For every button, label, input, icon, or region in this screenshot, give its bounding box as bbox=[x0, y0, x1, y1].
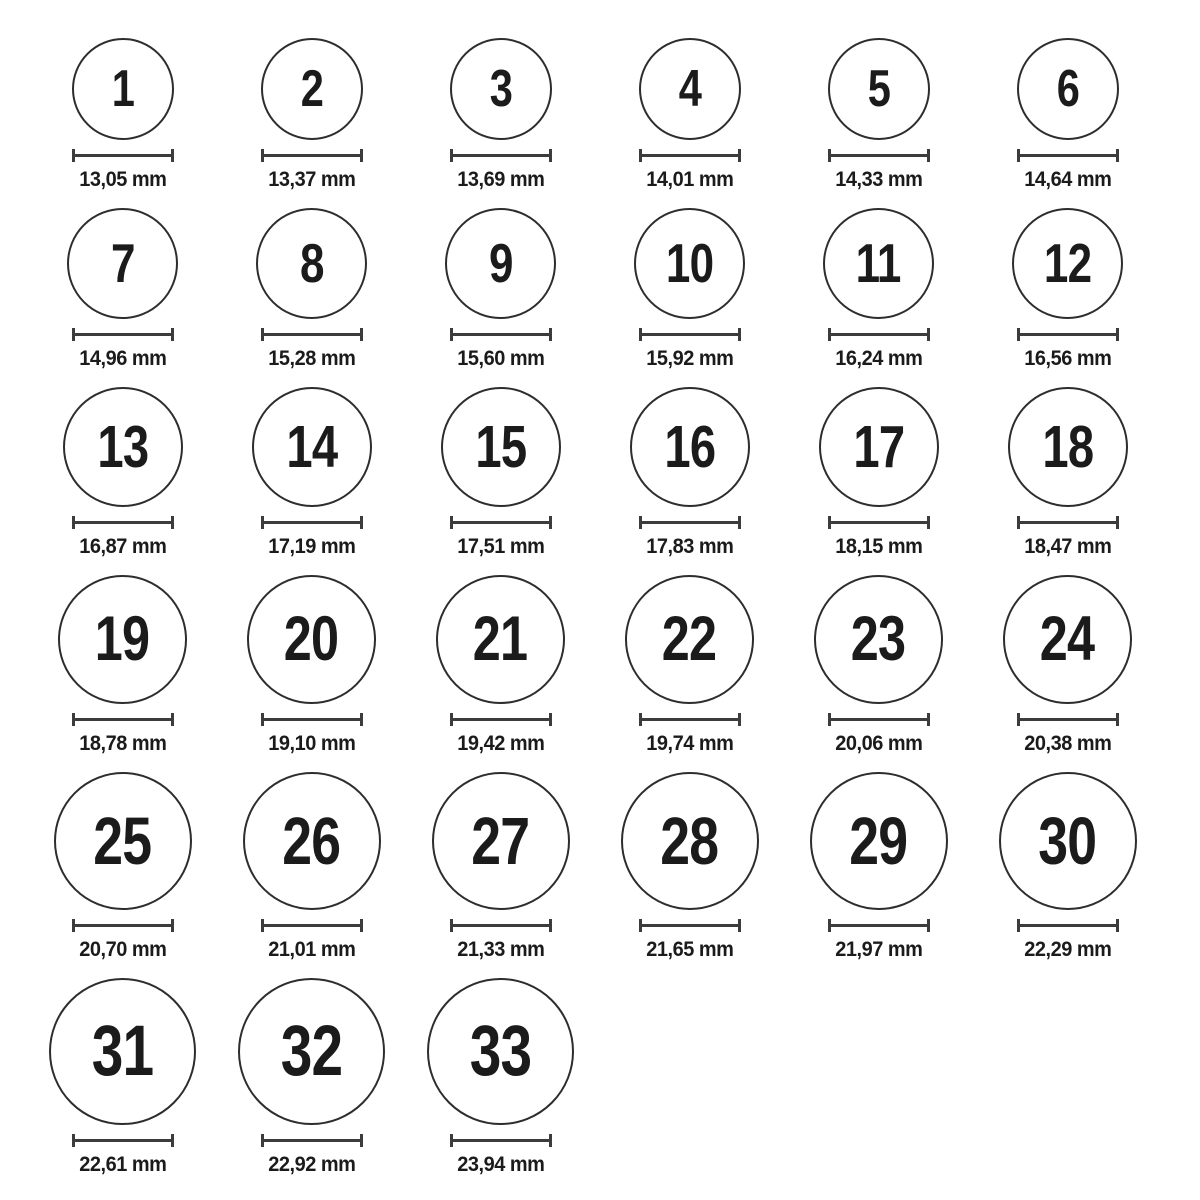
diameter-label: 21,97 mm bbox=[834, 938, 923, 961]
measure-bar bbox=[72, 521, 174, 524]
diameter-measure-line bbox=[72, 516, 174, 529]
ring-size-number: 10 bbox=[665, 232, 714, 294]
diameter-measure-line bbox=[261, 919, 363, 932]
measure-bar bbox=[450, 521, 552, 524]
diameter-measure-line bbox=[450, 328, 552, 341]
measure-tick-right bbox=[171, 919, 174, 932]
measure-bar bbox=[1017, 333, 1119, 336]
diameter-label: 17,19 mm bbox=[267, 535, 356, 558]
diameter-measure-line bbox=[828, 713, 930, 726]
ring-size-number: 30 bbox=[1038, 803, 1097, 879]
diameter-label: 13,69 mm bbox=[456, 168, 545, 191]
diameter-label: 19,10 mm bbox=[267, 732, 356, 755]
diameter-label: 19,42 mm bbox=[456, 732, 545, 755]
diameter-measure-line bbox=[450, 516, 552, 529]
ring-circle bbox=[243, 772, 381, 910]
measure-bar bbox=[72, 718, 174, 721]
ring-size-number: 31 bbox=[91, 1012, 154, 1091]
ring-size-cell bbox=[217, 387, 406, 560]
ring-size-cell bbox=[406, 387, 595, 560]
measure-tick-right bbox=[738, 149, 741, 162]
measure-tick-right bbox=[171, 328, 174, 341]
ring-size-number: 33 bbox=[469, 1012, 532, 1091]
measure-tick-right bbox=[549, 516, 552, 529]
ring-circle bbox=[441, 387, 561, 507]
diameter-measure-line bbox=[639, 516, 741, 529]
measure-tick-right bbox=[549, 919, 552, 932]
measure-bar bbox=[72, 154, 174, 157]
diameter-label: 14,96 mm bbox=[78, 347, 167, 370]
ring-size-cell bbox=[28, 387, 217, 560]
ring-circle bbox=[630, 387, 750, 507]
ring-size-number: 15 bbox=[475, 413, 526, 480]
ring-size-number: 21 bbox=[473, 604, 528, 674]
ring-size-number: 3 bbox=[489, 60, 512, 118]
measure-tick-right bbox=[1116, 149, 1119, 162]
ring-circle bbox=[238, 978, 385, 1125]
ring-circle bbox=[256, 208, 367, 319]
chart-row bbox=[28, 978, 1162, 1178]
measure-tick-right bbox=[171, 149, 174, 162]
diameter-label: 20,70 mm bbox=[78, 938, 167, 961]
measure-bar bbox=[828, 521, 930, 524]
ring-size-number: 6 bbox=[1056, 60, 1079, 118]
ring-circle bbox=[819, 387, 939, 507]
ring-size-cell bbox=[28, 978, 217, 1178]
measure-bar bbox=[1017, 718, 1119, 721]
diameter-measure-line bbox=[1017, 919, 1119, 932]
ring-circle bbox=[625, 575, 754, 704]
measure-tick-right bbox=[927, 713, 930, 726]
ring-circle bbox=[58, 575, 187, 704]
ring-circle bbox=[247, 575, 376, 704]
ring-size-number: 12 bbox=[1043, 232, 1092, 294]
diameter-measure-line bbox=[450, 149, 552, 162]
diameter-label: 19,74 mm bbox=[645, 732, 734, 755]
diameter-label: 18,47 mm bbox=[1023, 535, 1112, 558]
measure-bar bbox=[639, 718, 741, 721]
ring-size-cell bbox=[217, 38, 406, 193]
measure-bar bbox=[261, 924, 363, 927]
measure-bar bbox=[450, 718, 552, 721]
diameter-label: 20,38 mm bbox=[1023, 732, 1112, 755]
ring-size-cell bbox=[595, 387, 784, 560]
measure-bar bbox=[639, 154, 741, 157]
ring-size-number: 5 bbox=[867, 60, 890, 118]
ring-circle bbox=[261, 38, 363, 140]
diameter-label: 21,65 mm bbox=[645, 938, 734, 961]
ring-circle bbox=[436, 575, 565, 704]
ring-size-cell bbox=[973, 38, 1162, 193]
ring-size-cell bbox=[217, 772, 406, 963]
ring-size-number: 29 bbox=[849, 803, 908, 879]
ring-size-cell bbox=[973, 208, 1162, 372]
measure-tick-right bbox=[1116, 516, 1119, 529]
diameter-label: 15,28 mm bbox=[267, 347, 356, 370]
diameter-label: 16,24 mm bbox=[834, 347, 923, 370]
ring-circle bbox=[828, 38, 930, 140]
chart-row bbox=[28, 387, 1162, 560]
measure-tick-right bbox=[549, 1134, 552, 1147]
ring-size-cell bbox=[973, 387, 1162, 560]
diameter-measure-line bbox=[828, 149, 930, 162]
diameter-measure-line bbox=[261, 328, 363, 341]
diameter-label: 22,61 mm bbox=[78, 1153, 167, 1176]
measure-tick-right bbox=[171, 516, 174, 529]
ring-size-number: 27 bbox=[471, 803, 530, 879]
measure-bar bbox=[639, 521, 741, 524]
ring-size-number: 32 bbox=[280, 1012, 343, 1091]
diameter-measure-line bbox=[1017, 328, 1119, 341]
measure-tick-right bbox=[927, 149, 930, 162]
diameter-label: 16,56 mm bbox=[1023, 347, 1112, 370]
ring-size-cell bbox=[406, 208, 595, 372]
ring-size-cell bbox=[28, 38, 217, 193]
ring-circle bbox=[252, 387, 372, 507]
diameter-measure-line bbox=[1017, 149, 1119, 162]
ring-size-number: 20 bbox=[284, 604, 339, 674]
measure-tick-right bbox=[360, 328, 363, 341]
ring-size-cell bbox=[784, 38, 973, 193]
measure-tick-right bbox=[360, 919, 363, 932]
ring-size-cell bbox=[217, 978, 406, 1178]
ring-size-cell bbox=[28, 575, 217, 757]
measure-tick-right bbox=[1116, 713, 1119, 726]
measure-bar bbox=[639, 924, 741, 927]
ring-size-cell bbox=[973, 575, 1162, 757]
ring-size-number: 25 bbox=[93, 803, 152, 879]
ring-size-cell bbox=[406, 38, 595, 193]
ring-size-cell bbox=[784, 208, 973, 372]
diameter-label: 13,37 mm bbox=[267, 168, 356, 191]
diameter-measure-line bbox=[261, 149, 363, 162]
ring-size-number: 4 bbox=[678, 60, 701, 118]
ring-size-cell bbox=[217, 208, 406, 372]
diameter-label: 15,92 mm bbox=[645, 347, 734, 370]
ring-circle bbox=[639, 38, 741, 140]
diameter-label: 14,01 mm bbox=[645, 168, 734, 191]
diameter-measure-line bbox=[1017, 713, 1119, 726]
diameter-label: 15,60 mm bbox=[456, 347, 545, 370]
ring-size-cell bbox=[217, 575, 406, 757]
ring-circle bbox=[445, 208, 556, 319]
ring-circle bbox=[432, 772, 570, 910]
ring-size-cell bbox=[595, 38, 784, 193]
measure-tick-right bbox=[171, 713, 174, 726]
measure-tick-right bbox=[549, 328, 552, 341]
measure-tick-right bbox=[360, 149, 363, 162]
diameter-label: 14,64 mm bbox=[1023, 168, 1112, 191]
ring-size-cell bbox=[595, 772, 784, 963]
ring-size-number: 9 bbox=[488, 232, 513, 294]
ring-circle bbox=[63, 387, 183, 507]
ring-circle bbox=[1003, 575, 1132, 704]
chart-row bbox=[28, 575, 1162, 757]
measure-bar bbox=[450, 1139, 552, 1142]
diameter-label: 18,15 mm bbox=[834, 535, 923, 558]
measure-tick-right bbox=[738, 713, 741, 726]
diameter-label: 16,87 mm bbox=[78, 535, 167, 558]
measure-bar bbox=[261, 1139, 363, 1142]
ring-size-cell bbox=[28, 772, 217, 963]
measure-bar bbox=[639, 333, 741, 336]
measure-tick-right bbox=[927, 919, 930, 932]
ring-size-number: 14 bbox=[286, 413, 337, 480]
measure-tick-right bbox=[927, 516, 930, 529]
ring-size-cell bbox=[406, 772, 595, 963]
diameter-label: 22,29 mm bbox=[1023, 938, 1112, 961]
diameter-label: 18,78 mm bbox=[78, 732, 167, 755]
ring-size-number: 16 bbox=[664, 413, 715, 480]
ring-circle bbox=[67, 208, 178, 319]
diameter-measure-line bbox=[450, 919, 552, 932]
diameter-label: 21,33 mm bbox=[456, 938, 545, 961]
diameter-label: 23,94 mm bbox=[456, 1153, 545, 1176]
measure-bar bbox=[828, 718, 930, 721]
diameter-measure-line bbox=[450, 1134, 552, 1147]
ring-size-cell bbox=[595, 575, 784, 757]
diameter-measure-line bbox=[639, 149, 741, 162]
diameter-label: 21,01 mm bbox=[267, 938, 356, 961]
ring-size-number: 8 bbox=[299, 232, 324, 294]
measure-tick-right bbox=[360, 516, 363, 529]
measure-bar bbox=[450, 333, 552, 336]
measure-bar bbox=[72, 1139, 174, 1142]
measure-tick-right bbox=[927, 328, 930, 341]
chart-row bbox=[28, 38, 1162, 193]
ring-circle bbox=[621, 772, 759, 910]
ring-size-cell bbox=[406, 978, 595, 1178]
measure-tick-right bbox=[1116, 919, 1119, 932]
diameter-measure-line bbox=[639, 328, 741, 341]
measure-tick-right bbox=[1116, 328, 1119, 341]
ring-size-number: 23 bbox=[851, 604, 906, 674]
diameter-measure-line bbox=[450, 713, 552, 726]
ring-size-number: 28 bbox=[660, 803, 719, 879]
measure-bar bbox=[450, 154, 552, 157]
ring-size-number: 13 bbox=[97, 413, 148, 480]
measure-bar bbox=[261, 154, 363, 157]
measure-tick-right bbox=[738, 516, 741, 529]
diameter-measure-line bbox=[261, 516, 363, 529]
ring-size-number: 7 bbox=[110, 232, 135, 294]
ring-circle bbox=[814, 575, 943, 704]
ring-size-cell bbox=[28, 208, 217, 372]
measure-bar bbox=[1017, 154, 1119, 157]
ring-size-cell bbox=[784, 575, 973, 757]
measure-tick-right bbox=[738, 328, 741, 341]
measure-tick-right bbox=[360, 713, 363, 726]
ring-circle bbox=[999, 772, 1137, 910]
ring-size-cell bbox=[784, 387, 973, 560]
measure-bar bbox=[261, 718, 363, 721]
diameter-label: 14,33 mm bbox=[834, 168, 923, 191]
chart-row bbox=[28, 208, 1162, 372]
measure-bar bbox=[261, 333, 363, 336]
diameter-label: 22,92 mm bbox=[267, 1153, 356, 1176]
measure-bar bbox=[72, 333, 174, 336]
ring-size-number: 11 bbox=[856, 232, 901, 294]
diameter-measure-line bbox=[261, 713, 363, 726]
diameter-measure-line bbox=[261, 1134, 363, 1147]
measure-bar bbox=[828, 333, 930, 336]
ring-circle bbox=[810, 772, 948, 910]
diameter-measure-line bbox=[72, 149, 174, 162]
diameter-measure-line bbox=[72, 1134, 174, 1147]
ring-circle bbox=[49, 978, 196, 1125]
diameter-measure-line bbox=[72, 328, 174, 341]
measure-tick-right bbox=[171, 1134, 174, 1147]
measure-tick-right bbox=[549, 713, 552, 726]
diameter-measure-line bbox=[1017, 516, 1119, 529]
ring-circle bbox=[823, 208, 934, 319]
diameter-measure-line bbox=[828, 328, 930, 341]
diameter-measure-line bbox=[639, 713, 741, 726]
ring-size-number: 26 bbox=[282, 803, 341, 879]
chart-row bbox=[28, 772, 1162, 963]
ring-size-number: 24 bbox=[1040, 604, 1095, 674]
measure-bar bbox=[828, 924, 930, 927]
measure-bar bbox=[450, 924, 552, 927]
diameter-label: 17,83 mm bbox=[645, 535, 734, 558]
ring-circle bbox=[1012, 208, 1123, 319]
ring-size-number: 1 bbox=[111, 60, 134, 118]
diameter-measure-line bbox=[828, 516, 930, 529]
measure-bar bbox=[1017, 521, 1119, 524]
ring-size-number: 19 bbox=[95, 604, 150, 674]
measure-bar bbox=[1017, 924, 1119, 927]
ring-size-number: 2 bbox=[300, 60, 323, 118]
ring-size-cell bbox=[595, 208, 784, 372]
diameter-label: 17,51 mm bbox=[456, 535, 545, 558]
diameter-measure-line bbox=[72, 919, 174, 932]
ring-circle bbox=[72, 38, 174, 140]
ring-circle bbox=[427, 978, 574, 1125]
measure-bar bbox=[828, 154, 930, 157]
ring-size-cell bbox=[406, 575, 595, 757]
ring-circle bbox=[1008, 387, 1128, 507]
ring-size-number: 17 bbox=[853, 413, 904, 480]
ring-size-cell bbox=[973, 772, 1162, 963]
ring-circle bbox=[450, 38, 552, 140]
diameter-label: 13,05 mm bbox=[78, 168, 167, 191]
diameter-label: 20,06 mm bbox=[834, 732, 923, 755]
measure-tick-right bbox=[738, 919, 741, 932]
measure-bar bbox=[261, 521, 363, 524]
ring-size-number: 18 bbox=[1042, 413, 1093, 480]
ring-circle bbox=[634, 208, 745, 319]
diameter-measure-line bbox=[828, 919, 930, 932]
ring-size-number: 22 bbox=[662, 604, 717, 674]
diameter-measure-line bbox=[72, 713, 174, 726]
ring-circle bbox=[54, 772, 192, 910]
measure-tick-right bbox=[549, 149, 552, 162]
ring-size-cell bbox=[784, 772, 973, 963]
measure-bar bbox=[72, 924, 174, 927]
ring-circle bbox=[1017, 38, 1119, 140]
measure-tick-right bbox=[360, 1134, 363, 1147]
diameter-measure-line bbox=[639, 919, 741, 932]
